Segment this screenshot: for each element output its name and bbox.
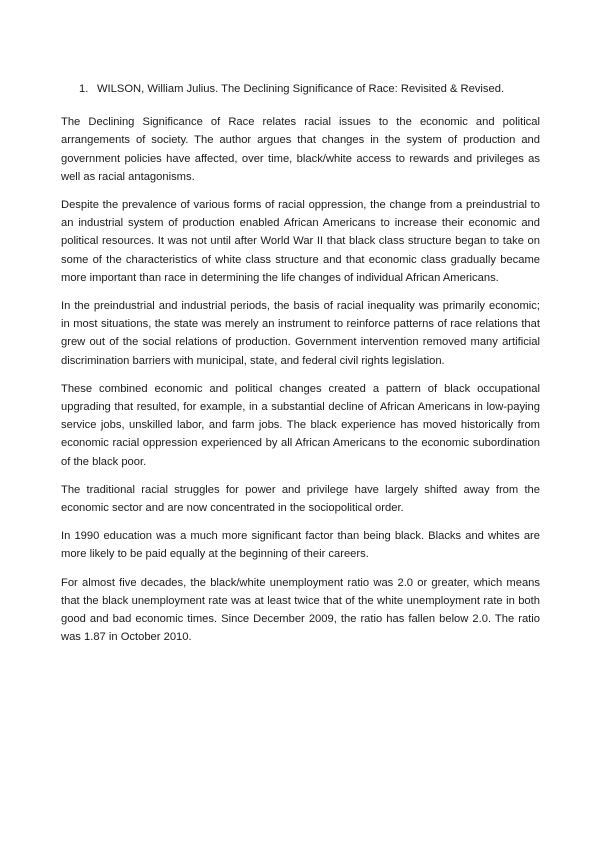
document-body [61, 80, 540, 656]
paragraph-3: In the preindustrial and industrial periods, the basis of racial inequality was primarily economic; in most situations, the state was merely an instrument to reinforce patterns of race relations that grew out of the social relations of production. Government intervention removed many artificial discrimination barriers with municipal, state, and federal civil rights legislation. [61, 300, 540, 367]
paragraph-2: Despite the prevalence of various forms of racial oppression, the change from a preindustrial to an industrial system of production enabled African Americans to increase their economic and political resources. It was not until after World War II that black class structure began to take on some of the characteristics of white class structure and that economic class gradually became more important than race in determining the life changes of individual African Americans. [61, 199, 540, 284]
paragraph-5: The traditional racial struggles for power and privilege have largely shifted away from the economic sector and are now concentrated in the sociopolitical order. [61, 483, 540, 515]
list-item-number: 1. [79, 83, 89, 95]
paragraph-7: For almost five decades, the black/white unemployment ratio was 2.0 or greater, which means that the black unemployment rate was at least twice that of the white unemployment rate in both good and bad economic times. Since December 2009, the ratio has fallen below 2.0. The ratio was 1.87 in October 2010. [61, 576, 540, 644]
paragraph-1: The Declining Significance of Race relates racial issues to the economic and political arrangements of society. The author argues that changes in the system of production and government policies have affected, over time, black/white access to rewards and privileges as well as racial antagonisms. [61, 116, 540, 183]
list-item [61, 80, 540, 98]
reference-list [61, 80, 540, 98]
paragraph-6: In 1990 education was a much more significant factor than being black. Blacks and whites are more likely to be paid equally at the beginning of their careers. [61, 530, 540, 561]
list-item-text: WILSON, William Julius. The Declining Significance of Race: Revisited & Revised. [97, 83, 505, 95]
paragraph-4: These combined economic and political changes created a pattern of black occupational upgrading that resulted, for example, in a substantial decline of African Americans in low-paying service jobs, unskilled labor, and farm jobs. The black experience has moved historically from economic racial oppression experienced by all African Americans to the economic subordination of the black poor. [61, 382, 540, 468]
